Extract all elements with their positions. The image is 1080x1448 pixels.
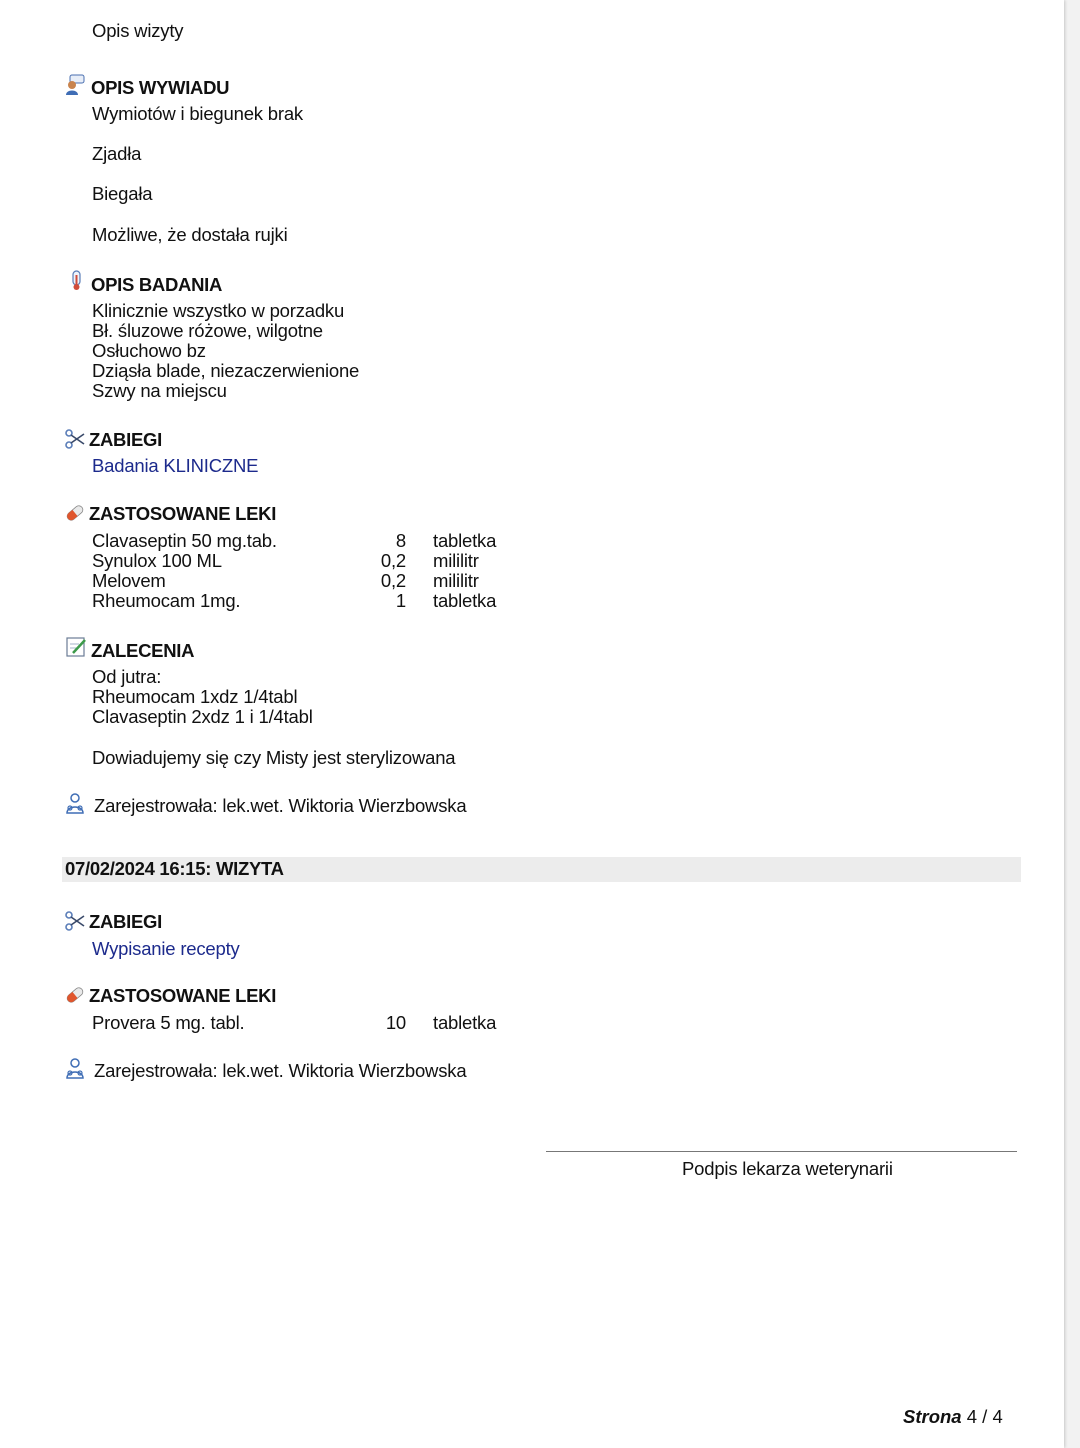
medication-qty: 0,2 (380, 570, 406, 591)
medication-unit: tabletka (433, 530, 497, 551)
medication-qty: 10 (385, 1012, 406, 1033)
visit-header-bar (62, 857, 1021, 882)
medications-heading: ZASTOSOWANE LEKI (89, 503, 277, 524)
medication-name: Provera 5 mg. tabl. (92, 1012, 245, 1033)
examination-line: Szwy na miejscu (92, 380, 227, 401)
interview-line: Wymiotów i biegunek brak (92, 103, 303, 124)
notepad-pencil-icon (65, 636, 87, 658)
interview-heading: OPIS WYWIADU (91, 77, 230, 98)
examination-line: Osłuchowo bz (92, 340, 206, 361)
recommendation-note: Dowiadujemy się czy Misty jest sterylizowana (92, 747, 456, 768)
procedure-item: Wypisanie recepty (92, 938, 240, 959)
procedure-item: Badania KLINICZNE (92, 455, 259, 476)
medication-qty: 0,2 (380, 550, 406, 571)
page-total: / 4 (982, 1406, 1003, 1427)
medication-name: Rheumocam 1mg. (92, 590, 241, 611)
recommendation-line: Rheumocam 1xdz 1/4tabl (92, 686, 298, 707)
medication-qty: 1 (395, 590, 406, 611)
medications-heading: ZASTOSOWANE LEKI (89, 985, 277, 1006)
doctor-icon (64, 792, 86, 814)
examination-line: Klinicznie wszystko w porzadku (92, 300, 345, 321)
interview-line: Biegała (92, 183, 153, 204)
thermometer-icon (66, 270, 88, 292)
scissors-icon (64, 910, 86, 932)
medication-name: Clavaseptin 50 mg.tab. (92, 530, 277, 551)
scissors-icon (64, 428, 86, 450)
medication-name: Synulox 100 ML (92, 550, 222, 571)
recommendations-heading: ZALECENIA (91, 640, 195, 661)
interview-line: Zjadła (92, 143, 142, 164)
recommendation-line: Clavaseptin 2xdz 1 i 1/4tabl (92, 706, 313, 727)
examination-line: Dziąsła blade, niezaczerwienione (92, 360, 360, 381)
visit-header: 07/02/2024 16:15: WIZYTA (65, 858, 284, 879)
examination-heading: OPIS BADANIA (91, 274, 223, 295)
registered-by: Zarejestrowała: lek.wet. Wiktoria Wierzbowska (94, 1060, 467, 1081)
pill-icon (64, 983, 86, 1005)
pill-icon (64, 501, 86, 523)
medication-name: Melovem (92, 570, 166, 591)
person-speech-icon (64, 74, 86, 96)
page-label: Strona (903, 1406, 962, 1427)
procedures-heading: ZABIEGI (89, 429, 162, 450)
medication-unit: mililitr (433, 570, 479, 591)
page-current: 4 (966, 1406, 978, 1427)
signature-caption: Podpis lekarza weterynarii (682, 1158, 893, 1179)
visit-description-label: Opis wizyty (92, 20, 184, 41)
examination-line: Bł. śluzowe różowe, wilgotne (92, 320, 323, 341)
recommendation-line: Od jutra: (92, 666, 162, 687)
page-number (903, 1406, 1003, 1428)
signature-line (546, 1151, 1017, 1152)
registered-by: Zarejestrowała: lek.wet. Wiktoria Wierzbowska (94, 795, 467, 816)
doctor-icon (64, 1057, 86, 1079)
medication-unit: tabletka (433, 590, 497, 611)
medication-qty: 8 (395, 530, 406, 551)
medication-unit: mililitr (433, 550, 479, 571)
interview-line: Możliwe, że dostała rujki (92, 224, 288, 245)
medication-unit: tabletka (433, 1012, 497, 1033)
procedures-heading: ZABIEGI (89, 911, 162, 932)
